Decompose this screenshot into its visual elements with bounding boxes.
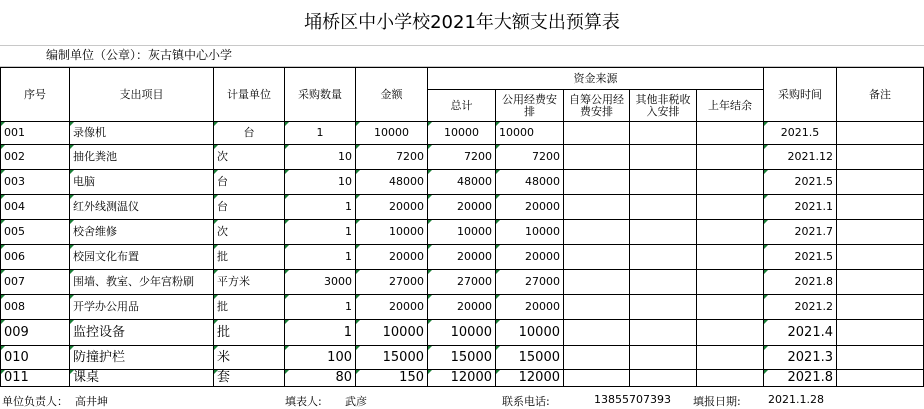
row-amount: 15000 [356,346,428,370]
row-item: 围墙、教室、少年宫粉刷 [70,270,214,295]
leader-label: 单位负责人： [2,395,68,408]
header-seq: 序号 [1,68,70,122]
row-self-funds [564,145,630,170]
row-amount: 20000 [356,195,428,220]
row-total: 10000 [428,220,496,245]
row-public-funds: 10000 [496,220,564,245]
phone-label: 联系电话: [502,395,550,408]
row-public-funds: 15000 [496,346,564,370]
row-remarks [837,220,924,245]
header-amount: 金额 [356,68,428,122]
row-remarks [837,195,924,220]
row-public-funds: 20000 [496,195,564,220]
row-unit: 套 [214,370,285,387]
header-last-year: 上年结余 [697,90,764,122]
row-amount: 7200 [356,145,428,170]
header-remarks: 备注 [837,68,924,122]
row-purchase-time: 2021.12 [764,145,837,170]
row-purchase-time: 2021.5 [764,170,837,195]
row-seq: 001 [1,122,70,145]
row-last-year [697,170,764,195]
row-total: 10000 [428,320,496,346]
filler-name: 武彦 [345,395,367,408]
row-other-income [630,170,697,195]
header-unit: 计量单位 [214,68,285,122]
row-public-funds: 7200 [496,145,564,170]
row-amount: 150 [356,370,428,387]
filler-label: 填表人: [285,395,322,408]
row-qty: 1 [285,195,356,220]
row-self-funds [564,220,630,245]
row-seq: 011 [1,370,70,387]
row-seq: 010 [1,346,70,370]
table-row [1,245,924,270]
row-other-income [630,370,697,387]
row-remarks [837,370,924,387]
row-item: 校园文化布置 [70,245,214,270]
row-unit: 批 [214,245,285,270]
fill-date: 2021.1.28 [768,393,824,406]
row-remarks [837,270,924,295]
row-item: 防撞护栏 [70,346,214,370]
footer [0,390,924,409]
table-row [1,270,924,295]
row-other-income [630,346,697,370]
row-last-year [697,220,764,245]
row-total: 10000 [428,122,496,145]
row-total: 27000 [428,270,496,295]
row-remarks [837,170,924,195]
header-funding: 资金来源 [428,68,764,90]
table-row [1,295,924,320]
table-row [1,320,924,346]
row-seq: 009 [1,320,70,346]
table-row [1,220,924,245]
row-amount: 10000 [356,320,428,346]
row-last-year [697,195,764,220]
row-unit: 台 [214,195,285,220]
row-purchase-time: 2021.5 [764,245,837,270]
header-total: 总计 [428,90,496,122]
date-label: 填报日期: [693,395,741,408]
row-qty: 1 [285,320,356,346]
row-item: 开学办公用品 [70,295,214,320]
row-qty: 1 [285,122,356,145]
row-other-income [630,320,697,346]
row-last-year [697,295,764,320]
row-amount: 20000 [356,295,428,320]
row-public-funds: 10000 [496,320,564,346]
row-other-income [630,195,697,220]
row-self-funds [564,170,630,195]
table-row [1,170,924,195]
row-remarks [837,295,924,320]
row-public-funds: 12000 [496,370,564,387]
row-total: 12000 [428,370,496,387]
row-total: 20000 [428,195,496,220]
header-other-income: 其他非税收入安排 [630,90,697,122]
row-other-income [630,270,697,295]
row-item: 抽化粪池 [70,145,214,170]
leader-name: 高井坤 [75,395,108,408]
row-purchase-time: 2021.7 [764,220,837,245]
row-public-funds: 27000 [496,270,564,295]
row-amount: 48000 [356,170,428,195]
row-other-income [630,220,697,245]
row-public-funds: 10000 [496,122,564,145]
row-purchase-time: 2021.8 [764,370,837,387]
table-row [1,122,924,145]
phone-number: 13855707393 [594,393,671,406]
row-total: 20000 [428,295,496,320]
row-qty: 1 [285,295,356,320]
header-purchase-time: 采购时间 [764,68,837,122]
row-item: 录像机 [70,122,214,145]
sheet-title: 埇桥区中小学校2021年大额支出预算表 [304,12,620,33]
row-last-year [697,145,764,170]
table-row [1,346,924,370]
row-unit: 次 [214,220,285,245]
row-item: 校舍维修 [70,220,214,245]
row-remarks [837,145,924,170]
row-purchase-time: 2021.2 [764,295,837,320]
row-total: 48000 [428,170,496,195]
row-qty: 3000 [285,270,356,295]
row-purchase-time: 2021.3 [764,346,837,370]
table-row [1,145,924,170]
table-row [1,370,924,387]
row-qty: 10 [285,170,356,195]
row-public-funds: 20000 [496,245,564,270]
header-item: 支出项目 [70,68,214,122]
row-remarks [837,245,924,270]
row-last-year [697,320,764,346]
row-self-funds [564,245,630,270]
row-qty: 80 [285,370,356,387]
row-amount: 10000 [356,122,428,145]
header-qty: 采购数量 [285,68,356,122]
row-qty: 10 [285,145,356,170]
row-item: 监控设备 [70,320,214,346]
row-other-income [630,145,697,170]
row-item: 课桌 [70,370,214,387]
row-unit: 次 [214,145,285,170]
row-unit: 台 [214,122,285,145]
row-last-year [697,270,764,295]
header-public-funds: 公用经费安排 [496,90,564,122]
budget-table [0,67,924,387]
row-amount: 10000 [356,220,428,245]
row-seq: 007 [1,270,70,295]
row-other-income [630,245,697,270]
table-row [1,195,924,220]
row-self-funds [564,370,630,387]
row-self-funds [564,320,630,346]
row-self-funds [564,346,630,370]
row-last-year [697,346,764,370]
row-item: 电脑 [70,170,214,195]
row-last-year [697,122,764,145]
row-qty: 1 [285,245,356,270]
row-remarks [837,122,924,145]
row-qty: 1 [285,220,356,245]
row-purchase-time: 2021.5 [764,122,837,145]
row-unit: 平方米 [214,270,285,295]
row-unit: 批 [214,295,285,320]
row-seq: 004 [1,195,70,220]
row-self-funds [564,195,630,220]
row-unit: 台 [214,170,285,195]
row-seq: 005 [1,220,70,245]
row-self-funds [564,122,630,145]
row-unit: 批 [214,320,285,346]
row-last-year [697,370,764,387]
row-item: 红外线测温仪 [70,195,214,220]
row-seq: 006 [1,245,70,270]
row-total: 7200 [428,145,496,170]
row-purchase-time: 2021.4 [764,320,837,346]
row-public-funds: 20000 [496,295,564,320]
row-remarks [837,320,924,346]
row-qty: 100 [285,346,356,370]
row-total: 20000 [428,245,496,270]
row-seq: 003 [1,170,70,195]
sheet-gridline [0,45,924,46]
row-self-funds [564,295,630,320]
row-total: 15000 [428,346,496,370]
row-remarks [837,346,924,370]
row-amount: 27000 [356,270,428,295]
row-seq: 002 [1,145,70,170]
row-purchase-time: 2021.1 [764,195,837,220]
row-other-income [630,122,697,145]
row-purchase-time: 2021.8 [764,270,837,295]
row-other-income [630,295,697,320]
row-self-funds [564,270,630,295]
header-self-funds: 自筹公用经费安排 [564,90,630,122]
row-seq: 008 [1,295,70,320]
compiler-unit: 编制单位（公章）：灰古镇中心小学 [46,48,233,62]
row-public-funds: 48000 [496,170,564,195]
row-unit: 米 [214,346,285,370]
row-last-year [697,245,764,270]
row-amount: 20000 [356,245,428,270]
